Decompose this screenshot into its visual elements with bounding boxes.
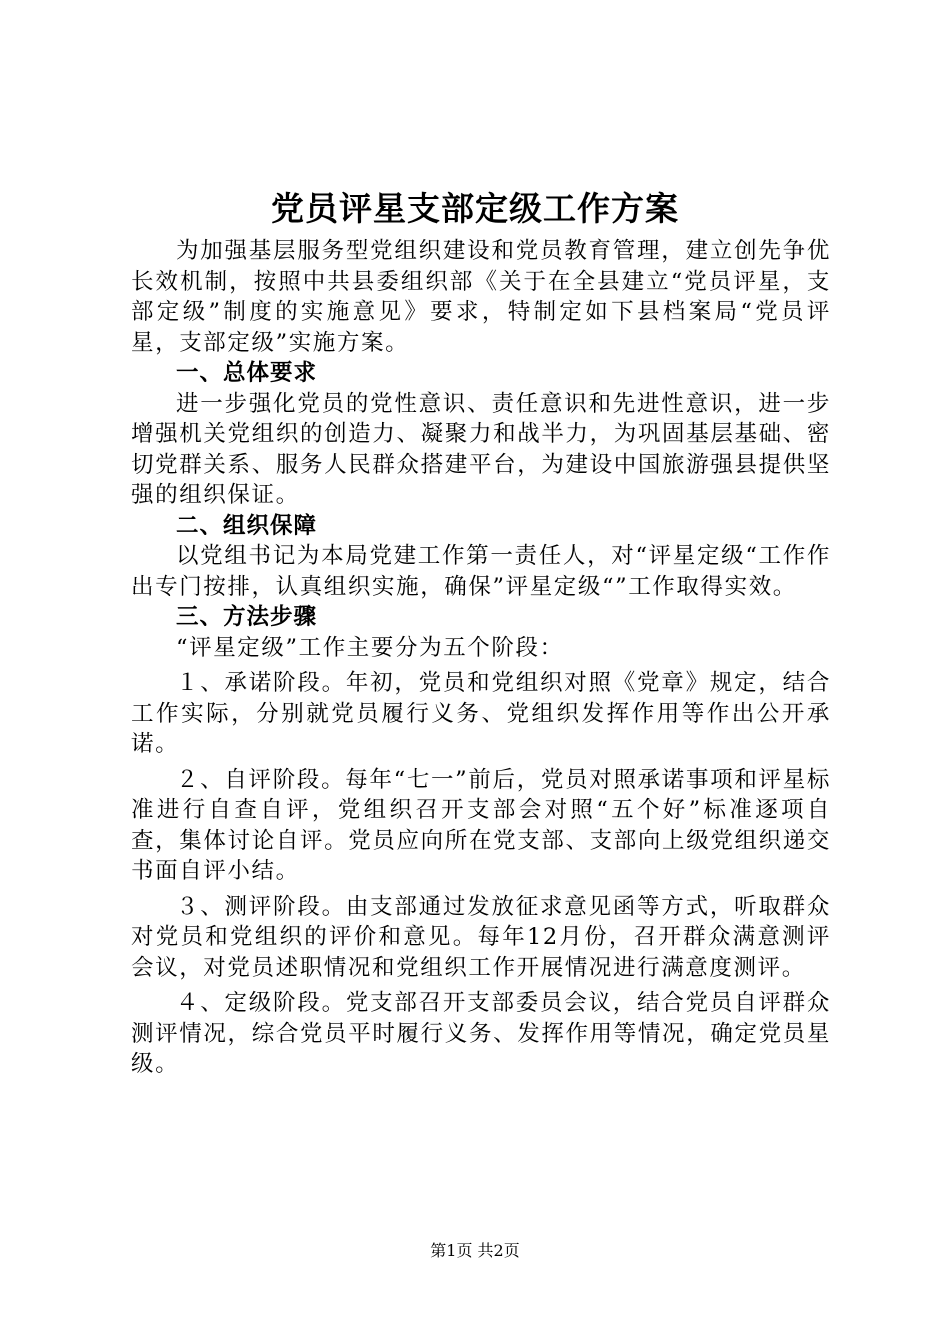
step-item-commitment: １、承诺阶段。年初，党员和党组织对照《党章》规定，结合工作实际，分别就党员履行义务、党组织发挥作用等作出公开承诺。 <box>131 670 831 757</box>
step-item-self-evaluation: ２、自评阶段。每年“七一”前后，党员对照承诺事项和评星标准进行自查自评，党组织召开支部会对照“五个好”标准逐项自查，集体讨论自评。党员应向所在党支部、支部向上级党组织递交书面自评小结。 <box>131 766 831 884</box>
document-body <box>131 236 831 1080</box>
section-paragraph-general-requirements: 进一步强化党员的党性意识、责任意识和先进性意识，进一步增强机关党组织的创造力、凝聚力和战半力，为巩固基层基础、密切党群关系、服务人民群众搭建平台，为建设中国旅游强县提供坚强的组织保证。 <box>131 390 831 508</box>
section-heading-organization: 二、组织保障 <box>176 512 318 539</box>
section-heading-method-steps: 三、方法步骤 <box>176 604 318 630</box>
intro-paragraph: 为加强基层服务型党组织建设和党员教育管理，建立创先争优长效机制，按照中共县委组织部《关于在全县建立“党员评星，支部定级”制度的实施意见》要求，特制定如下县档案局“党员评星，支部定级”实施方案。 <box>131 238 831 356</box>
section-paragraph-method-lead: “评星定级”工作主要分为五个阶段： <box>176 634 564 661</box>
step-item-grading: ４、定级阶段。党支部召开支部委员会议，结合党员自评群众测评情况，综合党员平时履行义务、发挥作用等情况，确定党员星级。 <box>131 990 831 1077</box>
document-title: 党员评星支部定级工作方案 <box>271 189 679 228</box>
section-paragraph-organization: 以党组书记为本局党建工作第一责任人，对“评星定级“工作作出专门按排，认真组织实施，确保”评星定级“”工作取得实效。 <box>131 543 831 600</box>
page-number-footer: 第1页 共2页 <box>430 1241 520 1260</box>
step-item-assessment: ３、测评阶段。由支部通过发放征求意见函等方式，听取群众对党员和党组织的评价和意见。每年12月份，召开群众满意测评会议，对党员述职情况和党组织工作开展情况进行满意度测评。 <box>131 893 831 981</box>
section-heading-general-requirements: 一、总体要求 <box>176 360 318 386</box>
